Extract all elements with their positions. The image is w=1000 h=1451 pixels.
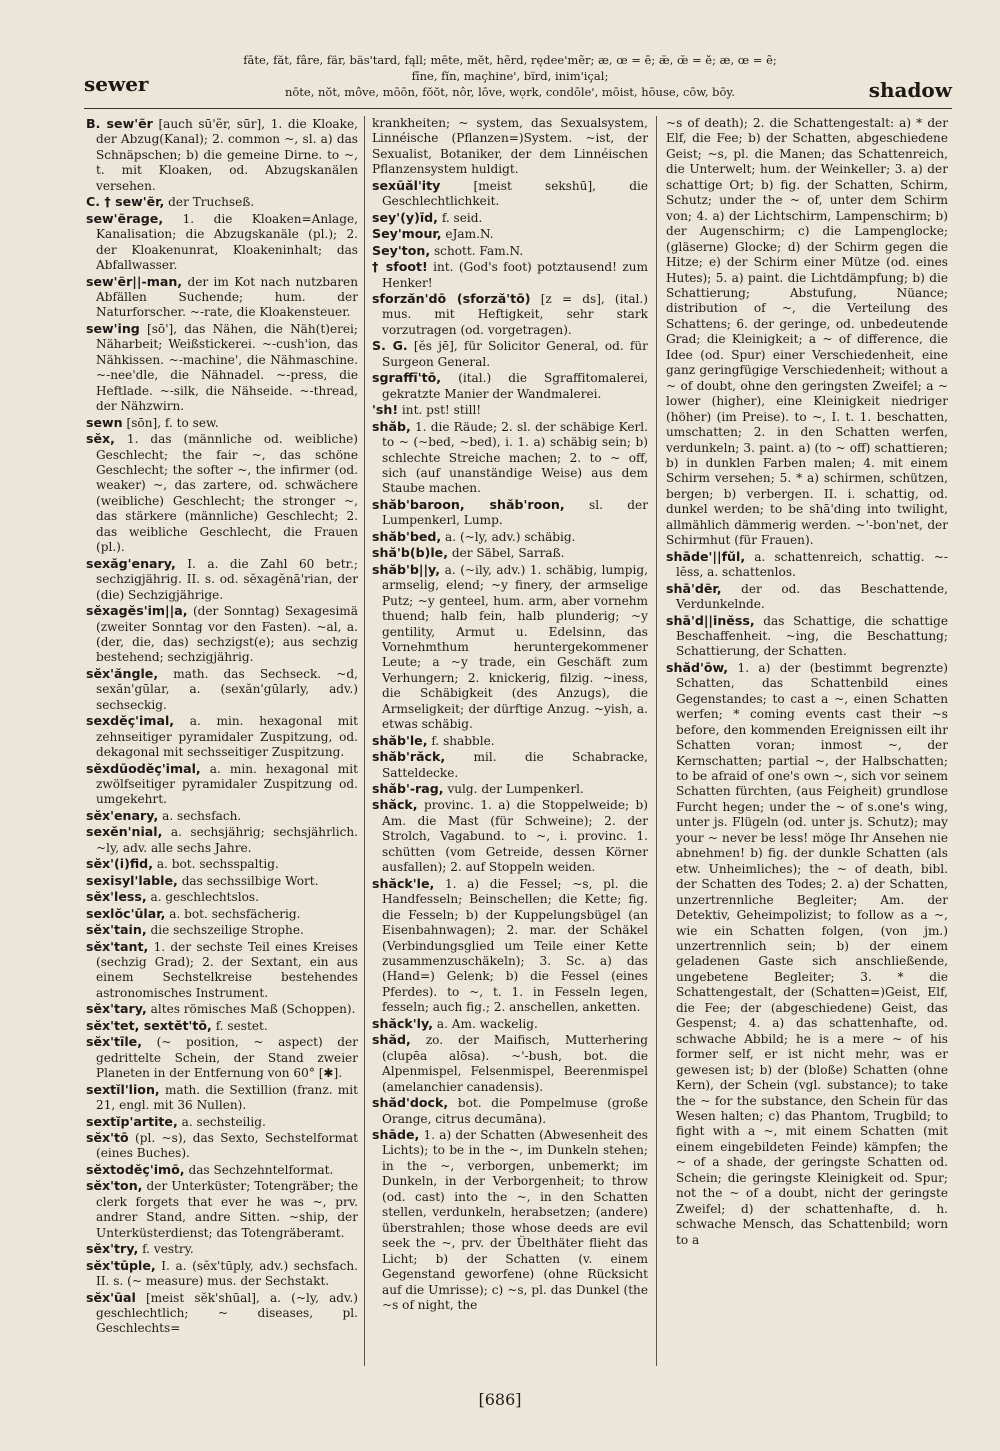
entry-headword: sĕx'tūple, — [86, 1257, 156, 1273]
entry-headword: sĕx, — [86, 431, 115, 447]
entry-headword: shăck, — [372, 797, 418, 813]
dictionary-entry — [86, 906, 358, 922]
entry-headword: S. G. — [372, 338, 408, 354]
dictionary-entry — [372, 733, 648, 749]
header-rule — [84, 108, 952, 109]
dictionary-entry — [666, 549, 948, 581]
dictionary-entry — [372, 370, 648, 402]
entry-definition: ~s of death); 2. die Schattengestalt: a) * der Elf, die Fee; b) der Schatten, abgeschiedene Geist; ~s, pl. die Manen; das Schattenreich, die Unterwelt; hum. der Weinkeller; 3. a) der schattige Ort; b) fig. der Schatten, Schirm, Schutz; under the ~ of, unter dem Schirm von; 4. a) der Lichtschirm, Lampenschirm; b) der Augenschirm; c) die Lampenglocke; (gläserne) Glocke; d) der Schirm gegen die Hitze; e) der Schirm einer Mütze (od. eines Hutes); 5. a) paint. die Lichtdämpfung; b) die Schattierung; Abstufung, Nüance; distribution of ~, die Verteilung des Schattens; 6. der geringe, od. unbedeutende Grad; die Kleinigkeit; a ~ of difference, die Idee (od. Spur) einer Verschiedenheit, eine ganz geringfügige Verschiedenheit; without a ~ of doubt, ohne den geringsten Zweifel; a ~ lower (higher), eine Kleinigkeit niedriger (höher) (im Preise). to ~, I. t. 1. beschatten, umschatten; 2. in den Schatten werfen, verdunkeln; 3. paint. a) (to ~ off) schattieren; b) in dunklen Farben malen; 4. mit einem Schirm versehen; 5. * a) schirmen, schützen, bergen; b) verbergen. II. i. schattig, od. dunkel werden; to be shā'ding into twilight, allmählich dämmerig werden. ~'-bon'net, der Schirmhut (für Frauen). — [666, 116, 948, 548]
entry-definition: der Säbel, Sarraß. — [451, 546, 565, 561]
dictionary-entry — [666, 613, 948, 660]
entry-definition: [sō'], das Nähen, die Näh(t)erei; Näharbeit; Weißstickerei. ~-cush'ion, das Nähkissen. ~-machine', die Nähmaschine. ~-nee'dle, die Nähnadel. ~-press, die Heftlade. ~-silk, die Nähseide. ~-thread, der Nähzwirn. — [96, 321, 358, 414]
dictionary-entry — [86, 939, 358, 1002]
dictionary-entry — [86, 1162, 358, 1178]
entry-definition: [auch sū'ẽr, sūr], 1. die Kloake, der Abzug(Kanal); 2. common ~, sl. a) das Schnäpschen; b) die gemeine Dirne. to ~, t. mit Kloaken, od. Abzugskanälen versehen. — [96, 117, 358, 193]
entry-definition: 1. a) der (bestimmt begrenzte) Schatten, das Schattenbild eines Gegenstandes; to cast a ~, einen Schatten werfen; * coming events cast their ~s before, den kommenden Ereignissen eilt ihr Schatten voran; inmost ~, der Kernschatten; partial ~, der Halbschatten; to be afraid of one's own ~, sich vor seinem Schatten fürchten, (aus Feigheit) grundlose Furcht hegen; under the ~ of s.one's wing, unter js. Flügeln (od. unter js. Schutz); may your ~ never be less! möge Ihr Ansehen nie abnehmen! b) fig. der dunkle Schatten (als etw. Unheimliches); the ~ of death, bibl. der Schatten des Todes; 2. a) der Schatten, unzertrennliche Begleiter; Am. der Detektiv, Geheimpolizist; to follow as a ~, wie ein Schatten folgen, (von jm.) unzertrennlich sein; b) der einem geladenen Gaste sich anschließende, ungebetene Begleiter; 3. * die Schattengestalt, der (Schatten=)Geist, Elf, die Fee; der (abgeschiedene) Geist, das Gespenst; 4. a) das schattenhafte, od. schwache Abbild; he is a mere ~ of his former self, er ist nicht mehr, was er gewesen ist; b) der (bloße) Schatten (ohne Kern), der Schein (vgl. substance); to take the ~ for the substance, den Schein für das Wesen halten; c) das Phantom, Trugbild; to fight with a ~, mit einem Schatten (mit einem eingebildeten Feinde) kämpfen; the ~ of a shade, der geringste Schatten od. Schein; die geringste Kleinigkeit od. Spur; not the ~ of a doubt, nicht der geringste Zweifel; d) der schattenhafte, d. h. schwache Mensch, das Schattenbild; worn to a — [676, 660, 948, 1247]
entry-headword: sexlŏc'ūlar, — [86, 905, 166, 921]
dictionary-entry — [372, 1032, 648, 1095]
column-2 — [372, 116, 648, 1366]
entry-headword: sĕx'tīle, — [86, 1034, 142, 1050]
dictionary-entry — [372, 259, 648, 291]
dictionary-entry — [372, 876, 648, 1016]
entry-headword: sexĕn'nial, — [86, 824, 163, 840]
entry-headword: Sey'mour, — [372, 226, 442, 242]
entry-headword: sĕx'ūal — [86, 1289, 136, 1305]
entry-headword: shăb'baroon, shăb'roon, — [372, 496, 565, 512]
entry-headword: 'sh! — [372, 402, 399, 418]
entry-definition: (der Sonntag) Sexagesimä (zweiter Sonntag vor den Fasten). ~al, a. (der, die, das) sechzigst(e); aus sechzig bestehend; sechzigjährig. — [96, 604, 358, 665]
entry-definition: krankheiten; ~ system, das Sexualsystem, Linnéische (Pflanzen=)System. ~ist, der Sexualist, Botaniker, der dem Linnéischen Pflanzensystem huldigt. — [372, 116, 648, 177]
entry-definition: zo. der Maifisch, Mutterhering (clupēa alōsa). ~'-bush, bot. die Alpenmispel, Felsenmispel, Beerenmispel (amelanchier canadensis). — [382, 1033, 648, 1094]
entry-headword: sĕx'tō — [86, 1130, 129, 1145]
dictionary-entry — [86, 713, 358, 760]
entry-definition: das Schattige, die schattige Beschaffenheit. ~ing, die Beschattung; Schattierung, der Schatten. — [676, 613, 948, 659]
dictionary-entry — [86, 556, 358, 603]
entry-definition: f. seid. — [441, 210, 483, 225]
entry-definition: die sechszeilige Strophe. — [150, 923, 304, 938]
entry-definition: int. (God's foot) potztausend! zum Henker! — [382, 260, 648, 290]
entry-headword: sĕx'tain, — [86, 922, 147, 938]
entry-definition: 1. die Räude; 2. sl. der schäbige Kerl. to ~ (~bed, ~bed), i. 1. a) schäbig sein; b) schlechte Streiche machen; 2. to ~ off, sich (auf unanständige Weise) aus dem Staube machen. — [382, 419, 648, 496]
dictionary-entry — [372, 116, 648, 178]
dictionary-entry — [86, 211, 358, 274]
entry-definition: a. (~ily, adv.) 1. schäbig, lumpig, armselig, elend; ~y finery, der armselige Putz; ~y genteel, hum. arm, aber vornehm thuend; halb fein, halb plunderig; ~y gentility, Armut u. Edelsinn, das Vornehmthum heruntergekommener Leute; a ~y trade, ein Geschäft zum Verhungern; 2. knickerig, filzig. ~iness, die Schäbigkeit (des Anzugs), die Armseligkeit; der dürftige Anzug. ~yish, a. etwas schäbig. — [382, 562, 648, 732]
dictionary-entry — [372, 226, 648, 242]
entry-definition: (pl. ~s), das Sexto, Sechstelformat (eines Buches). — [96, 1131, 358, 1161]
dictionary-entry — [86, 1001, 358, 1017]
entry-headword: sĕx'(i)fid, — [86, 856, 153, 872]
dictionary-entry — [86, 1018, 358, 1034]
entry-definition: bot. die Pompelmuse (große Orange, citrus decumāna). — [382, 1096, 648, 1126]
entry-definition: I. a. (sĕx'tūply, adv.) sechsfach. II. s. (~ measure) mus. der Sechstakt. — [96, 1258, 358, 1289]
entry-headword: shăb'bed, — [372, 528, 442, 544]
entry-headword: sĕx'ton, — [86, 1178, 143, 1194]
entry-headword: sĕxtodĕç'imō, — [86, 1161, 185, 1177]
dictionary-entry — [372, 562, 648, 733]
entry-headword: shăb'răck, — [372, 749, 446, 765]
entry-definition: 1. a) der Schatten (Abwesenheit des Lichts); to be in the ~, im Dunkeln stehen; in the ~, verborgen, unbemerkt; im Dunkeln, in der Verborgenheit; to throw (od. cast) into the ~, in den Schatten stellen, verdunkeln, herabsetzen; (andere) überstrahlen; those whose deeds are evil seek the ~, prv. der Übelthäter flieht das Licht; b) der Schatten (v. einem Gegenstand geworfene) (ohne Rücksicht auf die Umrisse); c) ~s, pl. das Dunkel (the ~s of night, the — [382, 1128, 648, 1312]
entry-definition: int. pst! still! — [401, 403, 482, 418]
entry-definition: a. min. hexagonal mit zehnseitiger pyramidaler Zuspitzung, od. dekagonal mit sechsseitiger Zuspitzung. — [96, 714, 358, 760]
dictionary-entry — [372, 1127, 648, 1313]
column-divider — [364, 116, 365, 1366]
entry-definition: a. schattenreich, schattig. ~-lĕss, a. schattenlos. — [676, 549, 948, 580]
column-3 — [666, 116, 948, 1366]
dictionary-entry — [86, 1241, 358, 1257]
entry-definition: a. bot. sechsspaltig. — [156, 857, 279, 872]
column-1 — [86, 116, 358, 1366]
entry-headword: sew'ẽr||-man, — [86, 273, 183, 289]
guide-word-right: shadow — [868, 78, 952, 102]
dictionary-entry — [86, 666, 358, 713]
entry-definition: sl. der Lumpenkerl, Lump. — [382, 497, 648, 528]
entry-headword: sĕxagĕs'im||a, — [86, 603, 188, 619]
entry-definition: [meist sĕk'shūal], a. (~ly, adv.) geschlechtlich; ~ diseases, pl. Geschlechts= — [96, 1290, 358, 1336]
dictionary-entry — [372, 210, 648, 226]
entry-definition: altes römisches Maß (Schoppen). — [150, 1002, 356, 1017]
dictionary-entry — [86, 873, 358, 889]
dictionary-entry — [86, 116, 358, 194]
entry-headword: sĕx'tary, — [86, 1001, 147, 1017]
pronunciation-key — [200, 52, 820, 100]
entry-headword: sexūăl'ity — [372, 177, 441, 193]
entry-definition: math. die Sextillion (franz. mit 21, engl. mit 36 Nullen). — [96, 1082, 358, 1113]
dictionary-entry — [86, 889, 358, 905]
entry-definition: vulg. der Lumpenkerl. — [447, 782, 584, 797]
dictionary-entry — [86, 1114, 358, 1130]
dictionary-entry — [86, 603, 358, 666]
entry-definition: [z = ds], (ital.) mus. mit Heftigkeit, sehr stark vorzutragen (od. vorgetragen). — [382, 291, 648, 337]
dictionary-entry — [86, 1258, 358, 1290]
entry-definition: der Truchseß. — [168, 195, 255, 210]
entry-definition: schott. Fam.N. — [433, 243, 524, 258]
dictionary-entry — [372, 1095, 648, 1127]
dictionary-entry — [86, 431, 358, 556]
dictionary-entry — [372, 529, 648, 545]
page-number: [686] — [478, 1390, 522, 1409]
dictionary-entry — [86, 274, 358, 321]
entry-definition: a. sechsjährig; sechsjährlich. ~ly, adv. alle sechs Jahre. — [96, 825, 358, 855]
entry-headword: shăck'le, — [372, 875, 435, 891]
entry-definition: das sechssilbige Wort. — [181, 873, 319, 888]
entry-headword: sexdĕç'imal, — [86, 713, 175, 729]
entry-definition: (~ position, ~ aspect) der gedrittelte Schein, der Stand zweier Planeten in der Entfernung von 60° [✱]. — [96, 1035, 358, 1081]
entry-definition: 1. die Kloaken=Anlage, Kanalisation; die Abzugskanäle (pl.); 2. der Kloakenunrat, Kloakeninhalt; das Abfallwasser. — [96, 211, 358, 273]
dictionary-entry — [372, 402, 648, 418]
entry-definition: der od. das Beschattende, Verdunkelnde. — [676, 581, 948, 612]
entry-headword: sgraffī'tō, — [372, 370, 442, 386]
dictionary-entry — [86, 761, 358, 808]
entry-headword: sĕx'less, — [86, 889, 147, 905]
entry-definition: I. a. die Zahl 60 betr.; sechzigjährig. II. s. od. sĕxagĕnā'rian, der (die) Sechzigjährige. — [96, 556, 358, 602]
entry-headword: shă'b(b)le, — [372, 545, 448, 561]
dictionary-entry — [666, 116, 948, 549]
dictionary-entry — [86, 808, 358, 824]
entry-definition: eJam.N. — [445, 227, 494, 242]
entry-definition: [sōn], f. to sew. — [126, 415, 219, 430]
entry-headword: Sey'ton, — [372, 242, 431, 258]
entry-headword: sforzăn'dō (sforză'tō) — [372, 290, 531, 306]
entry-headword: sextĭl'lion, — [86, 1081, 160, 1097]
entry-headword: shāde, — [372, 1127, 420, 1142]
entry-headword: C. † sew'ẽr, — [86, 194, 165, 210]
entry-headword: sexăg'enary, — [86, 555, 176, 571]
entry-headword: shăb'-rag, — [372, 781, 444, 797]
dictionary-entry — [86, 1290, 358, 1337]
dictionary-entry — [372, 419, 648, 497]
entry-headword: shăb'b||y, — [372, 561, 441, 577]
entry-headword: sew'ing — [86, 320, 140, 336]
dictionary-entry — [86, 194, 358, 210]
entry-definition: der Unterküster; Totengräber; the clerk forgets that ever he was ~, prv. andrer Stand, andre Sitten. ~ship, der Unterküsterdienst; das Totengräberamt. — [96, 1179, 358, 1240]
dictionary-entry — [666, 660, 948, 1248]
dictionary-entry — [372, 338, 648, 370]
dictionary-entry — [666, 581, 948, 613]
entry-headword: sĕxdūodĕç'imal, — [86, 760, 201, 776]
entry-definition: a. Am. wackelig. — [436, 1016, 538, 1031]
pronunciation-key-line: nōte, nŏt, môve, mōōn, fŏŏt, nôr, lōve, wọrk, condōle', mōist, hōuse, cōw, bōy. — [284, 85, 736, 99]
dictionary-entry — [86, 1178, 358, 1241]
dictionary-entry — [372, 545, 648, 561]
entry-definition: 1. der sechste Teil eines Kreises (sechzig Grad); 2. der Sextant, ein aus einem Sechstelkreise bestehendes astronomisches Instrument. — [96, 939, 358, 1000]
entry-headword: shăb, — [372, 418, 411, 434]
column-divider — [656, 116, 657, 1366]
entry-definition: a. sechsfach. — [162, 808, 242, 823]
dictionary-entry — [372, 497, 648, 529]
entry-headword: sĕx'enary, — [86, 807, 159, 823]
entry-definition: das Sechzehntelformat. — [188, 1162, 334, 1177]
entry-definition: f. shabble. — [431, 733, 495, 748]
entry-headword: sewn — [86, 414, 123, 430]
entry-definition: a. bot. sechsfächerig. — [169, 906, 301, 921]
entry-headword: sĕx'ăngle, — [86, 665, 159, 681]
entry-headword: sextĭp'artite, — [86, 1113, 178, 1129]
dictionary-entry — [372, 781, 648, 797]
entry-headword: B. sew'ẽr — [86, 116, 153, 131]
dictionary-entry — [372, 797, 648, 875]
entry-definition: 1. das (männliche od. weibliche) Geschlecht; the fair ~, das schöne Geschlecht; the softer ~, the infirmer (od. weaker) ~, das zartere, od. schwächere (weibliche) Geschlecht; the stronger ~, das stärkere (männliche) Geschlecht; 2. das weibliche Geschlecht, die Frauen (pl.). — [96, 432, 358, 555]
entry-definition: [ĕs jē], für Solicitor General, od. für Surgeon General. — [382, 339, 648, 369]
dictionary-entry — [86, 1034, 358, 1081]
entry-headword: shăck'ly, — [372, 1015, 433, 1031]
entry-headword: shā'd||inĕss, — [666, 612, 755, 628]
entry-headword: shā'dẽr, — [666, 580, 722, 596]
entry-definition: a. min. hexagonal mit zwölfseitiger pyramidaler Zuspitzung od. umgekehrt. — [96, 761, 358, 807]
entry-definition: mil. die Schabracke, Satteldecke. — [382, 750, 648, 780]
entry-definition: a. sechsteilig. — [181, 1114, 266, 1129]
dictionary-entry — [86, 856, 358, 872]
dictionary-entry — [372, 749, 648, 781]
entry-headword: sĕx'try, — [86, 1241, 139, 1257]
entry-definition: 1. a) die Fessel; ~s, pl. die Handfesseln; Beinschellen; die Kette; fig. die Fesseln; b) der Kuppelungsbügel (an Eisenbahnwagen); 2. mar. der Schäkel (Verbindungsglied um Teile einer Kette zusammenzuschäkeln); 3. Sc. a) das (Hand=) Gelenk; b) die Fessel (eines Pferdes). to ~, t. 1. in Fesseln legen, fesseln; auch fig.; 2. anschellen, anketten. — [382, 876, 648, 1015]
entry-definition: a. (~ly, adv.) schäbig. — [445, 529, 576, 544]
entry-headword: sĕx'tant, — [86, 938, 149, 954]
entry-definition: provinc. 1. a) die Stoppelweide; b) Am. die Mast (für Schweine); 2. der Strolch, Vagabund. to ~, i. provinc. 1. schütten (vom Getreide, dessen Körner ausfallen); 2. auf Stoppeln weiden. — [382, 798, 648, 875]
dictionary-entry — [86, 415, 358, 431]
entry-definition: [meist sekshū], die Geschlechtlichkeit. — [382, 178, 648, 209]
entry-definition: der im Kot nach nutzbaren Abfällen Suchende; hum. der Naturforscher. ~-rate, die Kloakensteuer. — [96, 274, 358, 320]
entry-headword: sexisyl'lable, — [86, 872, 178, 888]
entry-headword: shăb'le, — [372, 732, 428, 748]
entry-definition: f. vestry. — [142, 1242, 194, 1257]
entry-definition: f. sestet. — [215, 1018, 268, 1033]
entry-headword: sĕx'tet, sextĕt'tō, — [86, 1017, 212, 1033]
entry-headword: sew'ẽrage, — [86, 210, 164, 226]
entry-definition: a. geschlechtslos. — [150, 890, 259, 905]
dictionary-entry — [372, 178, 648, 210]
entry-headword: shăd, — [372, 1032, 411, 1048]
dictionary-entry — [86, 1130, 358, 1162]
pronunciation-key-line: fīne, fĭn, maçhine', bïrd, inim'içal; — [411, 69, 609, 83]
entry-headword: shăd'dock, — [372, 1095, 449, 1111]
entry-headword: sey'(y)īd, — [372, 209, 438, 225]
dictionary-entry — [86, 321, 358, 415]
dictionary-entry — [372, 291, 648, 338]
dictionary-entry — [372, 243, 648, 259]
dictionary-entry — [86, 824, 358, 856]
entry-headword: shăd'ōw, — [666, 659, 729, 675]
entry-definition: (ital.) die Sgraffitomalerei, gekratzte Manier der Wandmalerei. — [382, 371, 648, 401]
entry-headword: shāde'||fŭl, — [666, 548, 746, 564]
entry-definition: math. das Sechseck. ~d, sexăn'gūlar, a. (sexăn'gūlarly, adv.) sechseckig. — [96, 666, 358, 712]
dictionary-entry — [372, 1016, 648, 1032]
dictionary-entry — [86, 922, 358, 938]
pronunciation-key-line: fāte, făt, fâre, fär, bäs'tard, fąll; mēte, mĕt, hẽrd, rędee'mẽr; æ, œ = ē; æ̆, œ̆ = ĕ; æ, œ = ẽ; — [243, 53, 777, 67]
guide-word-left: sewer — [84, 72, 149, 96]
dictionary-entry — [86, 1082, 358, 1114]
entry-headword: † sfoot! — [372, 259, 428, 275]
